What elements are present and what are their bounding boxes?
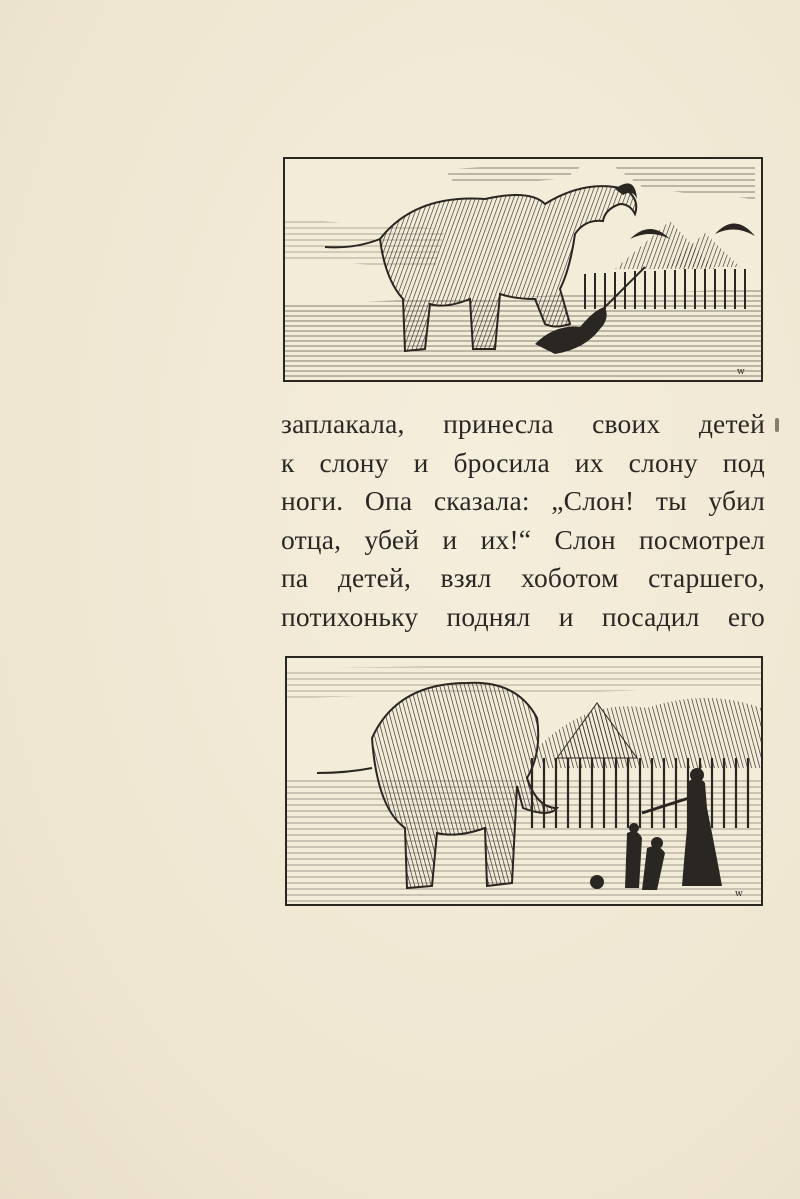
- engraving-1-monogram: w: [737, 367, 745, 377]
- story-line: отца, убей и их!“ Слон посмотрел: [281, 523, 765, 555]
- engraving-2-svg: [287, 658, 761, 904]
- margin-mark: [775, 418, 779, 432]
- bottom-engraving-elephant-and-children: [285, 656, 763, 906]
- engraving-2-monogram: w: [735, 889, 743, 899]
- story-text: [281, 405, 765, 637]
- story-line: ноги. Опа сказала: „Слон! ты убил: [281, 485, 765, 517]
- top-engraving-elephant-charging: [283, 157, 763, 382]
- story-line: к слону и бросила их слону под: [281, 446, 765, 478]
- story-line: потихоньку поднял и посадил его: [281, 600, 765, 632]
- story-line: па детей, взял хоботом старшего,: [281, 562, 765, 594]
- engraving-1-svg: [285, 159, 761, 380]
- story-line: заплакала, принесла своих детей: [281, 408, 765, 439]
